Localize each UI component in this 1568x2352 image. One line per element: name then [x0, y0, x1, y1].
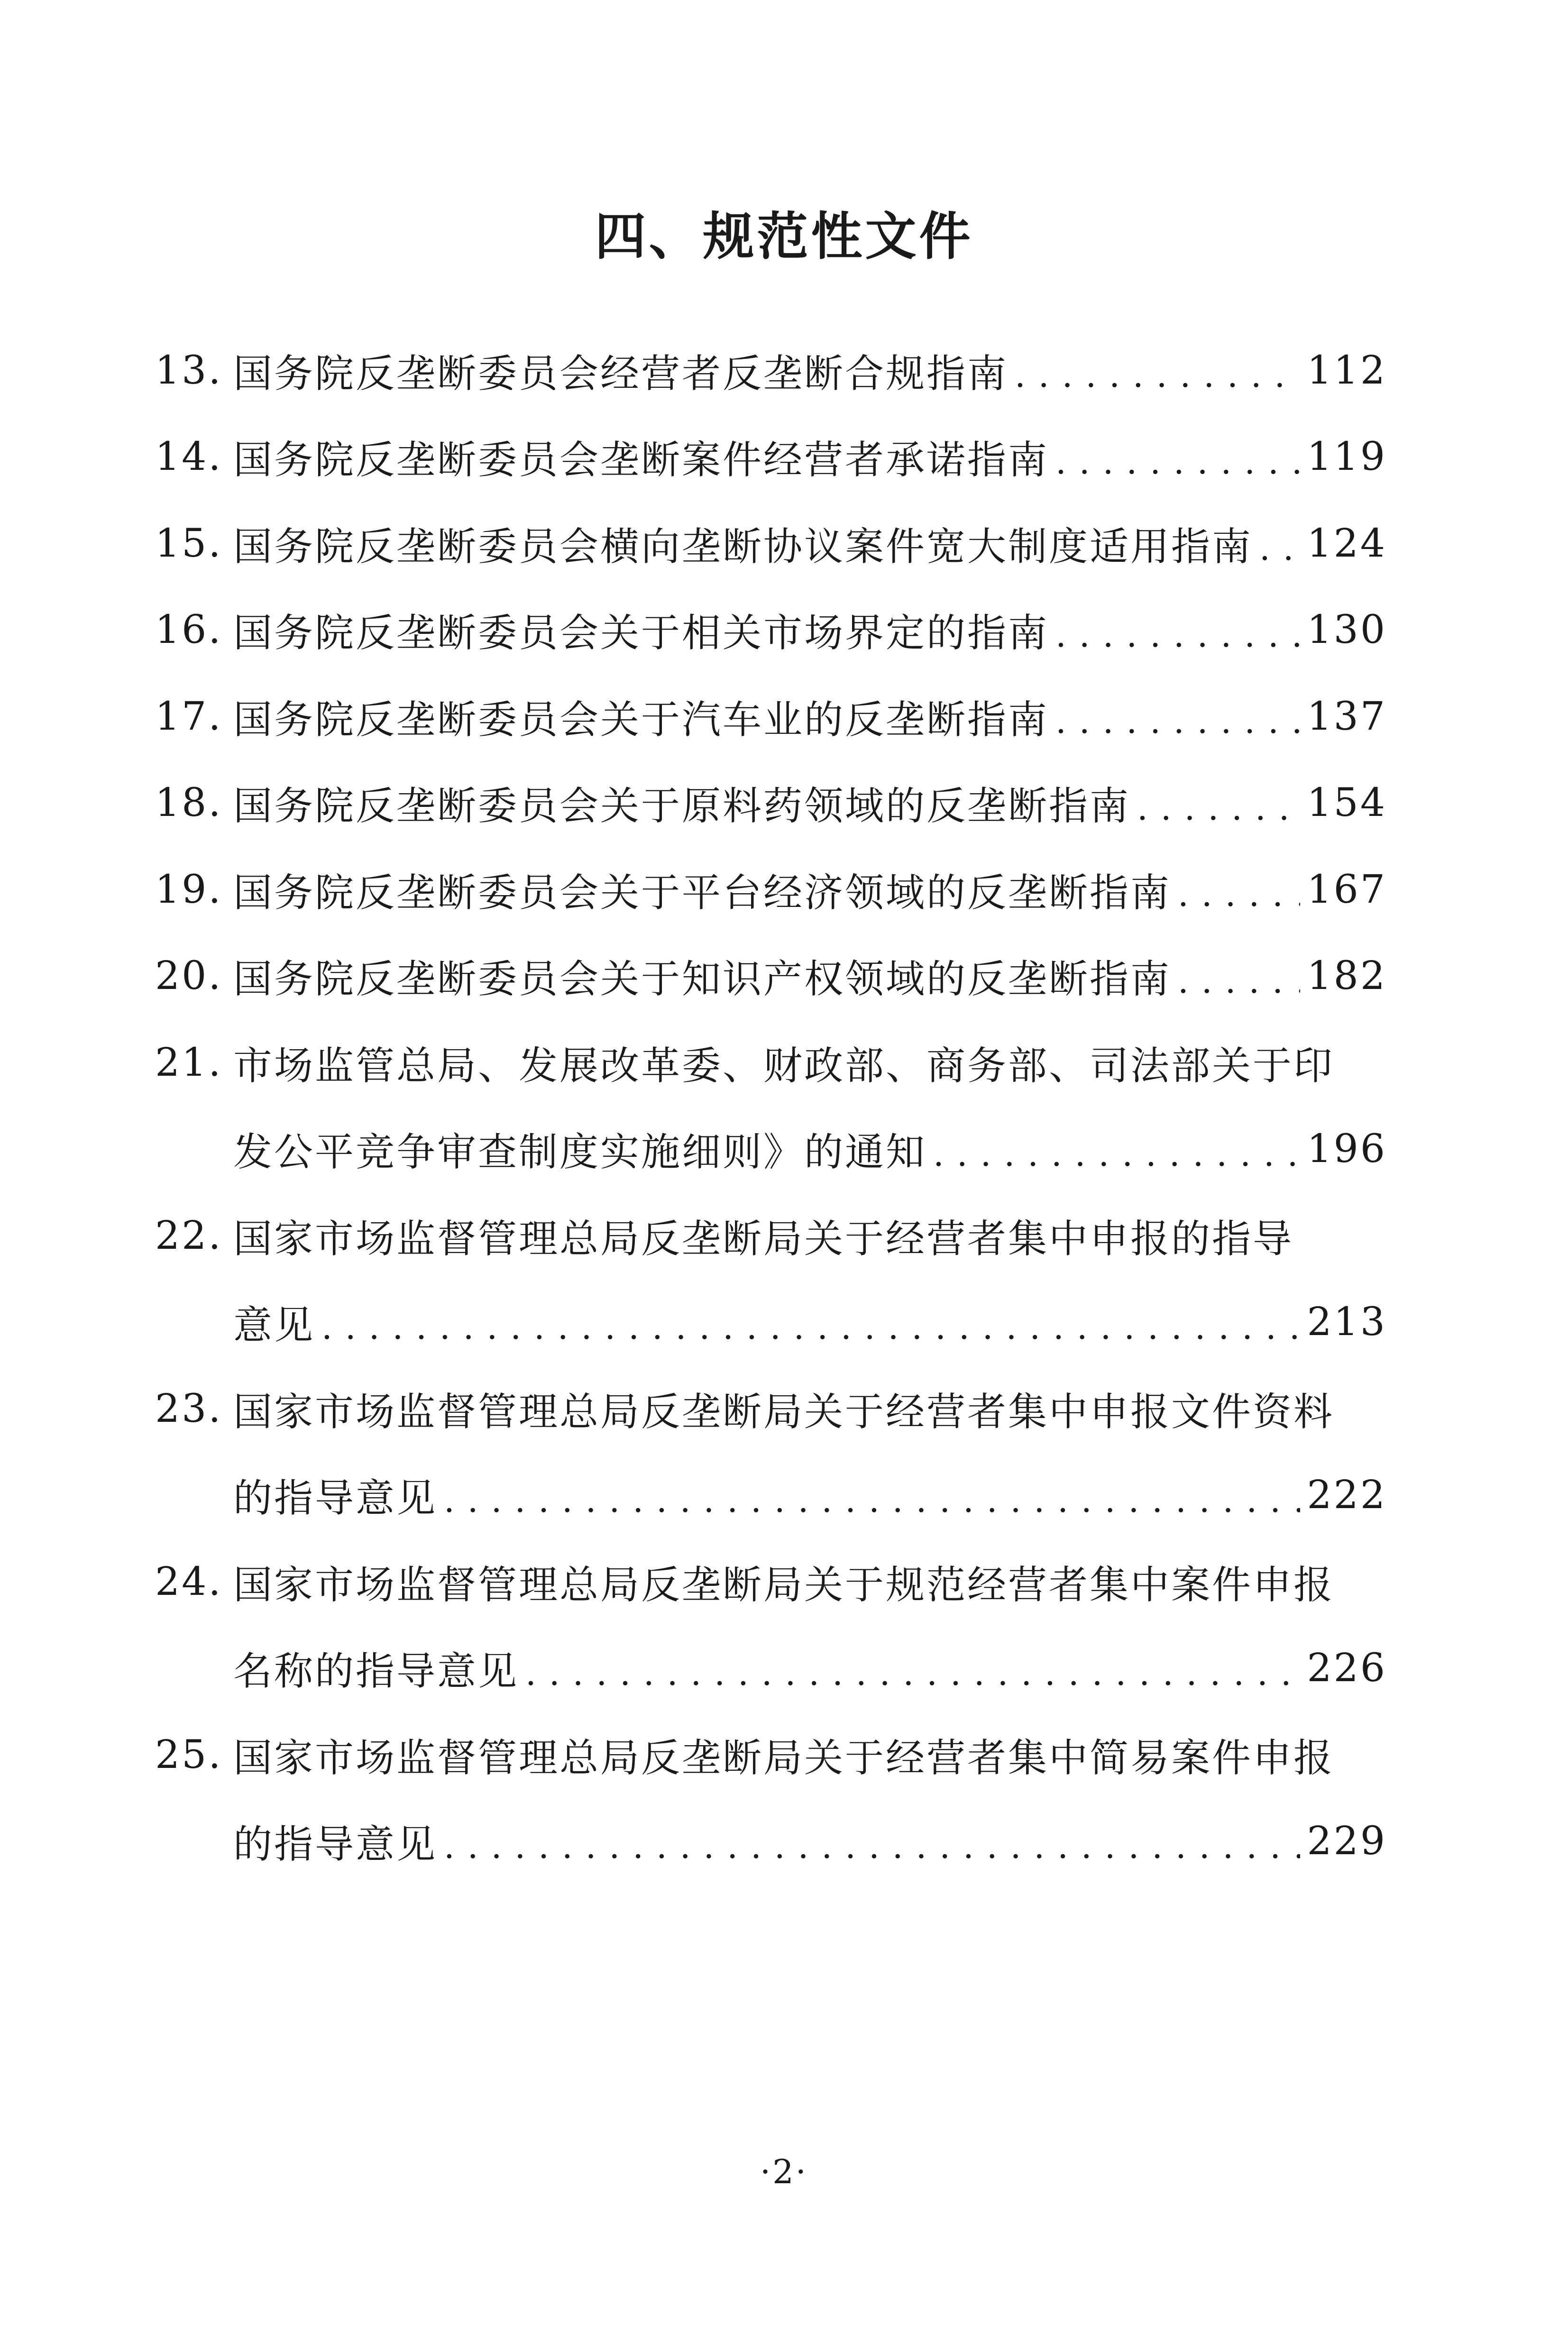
toc-entry-title: 国家市场监督管理总局反垄断局关于规范经营者集中案件申报: [233, 1562, 1335, 1608]
toc-entry-number: 25.: [155, 1732, 223, 1777]
toc-entry-title: 名称的指导意见: [233, 1649, 519, 1694]
toc-entry-line: [155, 1279, 1387, 1366]
toc-leader-dots: [1015, 327, 1300, 414]
table-of-contents: [155, 327, 1387, 1885]
toc-entry-line: [155, 1798, 1387, 1885]
toc-entry-line: [155, 414, 1387, 501]
toc-leader-dots: [1055, 587, 1300, 674]
toc-leader-dots: [933, 1106, 1300, 1193]
toc-entry-page: 222: [1307, 1473, 1387, 1518]
toc-entry-line: [155, 587, 1387, 674]
toc-entry-line: [155, 1625, 1387, 1712]
toc-entry-line: [155, 1019, 1387, 1106]
toc-entry-number: 18.: [155, 780, 223, 826]
toc-entry-page: 130: [1307, 607, 1387, 653]
toc-entry-line: [155, 1192, 1387, 1279]
toc-leader-dots: [1178, 933, 1300, 1020]
toc-entry-line: [155, 1711, 1387, 1798]
toc-entry-number: 21.: [155, 1040, 223, 1085]
toc-leader-dots: [1137, 760, 1300, 847]
toc-entry-number: 19.: [155, 867, 223, 912]
toc-entry-title: 国务院反垄断委员会关于平台经济领域的反垄断指南: [233, 870, 1172, 915]
toc-leader-dots: [525, 1625, 1300, 1712]
section-title: 四、规范性文件: [595, 207, 973, 266]
toc-entry-title: 国务院反垄断委员会经营者反垄断合规指南: [233, 351, 1009, 396]
toc-entry-page: 124: [1307, 521, 1387, 566]
toc-entry-page: 213: [1307, 1300, 1387, 1345]
toc-entry-number: 24.: [155, 1559, 223, 1604]
toc-entry-title: 国务院反垄断委员会关于汽车业的反垄断指南: [233, 697, 1049, 742]
toc-entry-title: 发公平竞争审查制度实施细则》的通知: [233, 1130, 927, 1175]
toc-entry-page: 167: [1307, 867, 1387, 912]
toc-leader-dots: [444, 1452, 1300, 1539]
toc-entry-line: [155, 933, 1387, 1020]
toc-entry-title: 国家市场监督管理总局反垄断局关于经营者集中简易案件申报: [233, 1735, 1335, 1781]
toc-leader-dots: [321, 1279, 1300, 1366]
toc-entry-line: [155, 1365, 1387, 1452]
toc-entry-number: 15.: [155, 521, 223, 566]
toc-entry-page: 182: [1307, 953, 1387, 999]
toc-entry-title: 国家市场监督管理总局反垄断局关于经营者集中申报的指导: [233, 1216, 1294, 1262]
toc-entry-line: [155, 760, 1387, 847]
toc-entry-title: 国家市场监督管理总局反垄断局关于经营者集中申报文件资料: [233, 1389, 1335, 1435]
toc-entry-line: [155, 673, 1387, 760]
toc-entry-number: 16.: [155, 607, 223, 653]
toc-entry-line: [155, 1452, 1387, 1539]
toc-leader-dots: [1178, 846, 1300, 933]
toc-entry-page: 226: [1307, 1646, 1387, 1691]
toc-entry-line: [155, 327, 1387, 414]
toc-entry-title: 的指导意见: [233, 1476, 438, 1521]
toc-leader-dots: [1055, 673, 1300, 760]
toc-entry-title: 国务院反垄断委员会关于知识产权领域的反垄断指南: [233, 957, 1172, 1002]
toc-entry-line: [155, 500, 1387, 587]
toc-leader-dots: [1055, 414, 1300, 501]
page-number: ·2·: [760, 2152, 808, 2191]
toc-entry-page: 137: [1307, 694, 1387, 739]
toc-entry-number: 20.: [155, 953, 223, 999]
toc-entry-page: 119: [1307, 434, 1387, 480]
toc-entry-title: 国务院反垄断委员会关于原料药领域的反垄断指南: [233, 784, 1131, 829]
toc-entry-title: 国务院反垄断委员会横向垄断协议案件宽大制度适用指南: [233, 524, 1253, 569]
toc-entry-number: 13.: [155, 348, 223, 393]
toc-entry-page: 154: [1307, 780, 1387, 826]
toc-entry-line: [155, 1106, 1387, 1193]
toc-entry-title: 国务院反垄断委员会关于相关市场界定的指南: [233, 611, 1049, 656]
toc-entry-line: [155, 1538, 1387, 1625]
toc-entry-number: 17.: [155, 694, 223, 739]
toc-entry-line: [155, 846, 1387, 933]
toc-entry-page: 196: [1307, 1126, 1387, 1172]
toc-entry-title: 的指导意见: [233, 1822, 438, 1867]
toc-leader-dots: [1259, 500, 1300, 587]
toc-entry-page: 112: [1307, 348, 1387, 393]
toc-entry-number: 22.: [155, 1213, 223, 1258]
toc-entry-title: 意见: [233, 1303, 315, 1348]
toc-entry-number: 14.: [155, 434, 223, 480]
toc-entry-title: 国务院反垄断委员会垄断案件经营者承诺指南: [233, 438, 1049, 483]
toc-entry-title: 市场监管总局、发展改革委、财政部、商务部、司法部关于印: [233, 1043, 1335, 1089]
toc-leader-dots: [444, 1798, 1300, 1885]
toc-entry-number: 23.: [155, 1386, 223, 1431]
toc-entry-page: 229: [1307, 1819, 1387, 1864]
